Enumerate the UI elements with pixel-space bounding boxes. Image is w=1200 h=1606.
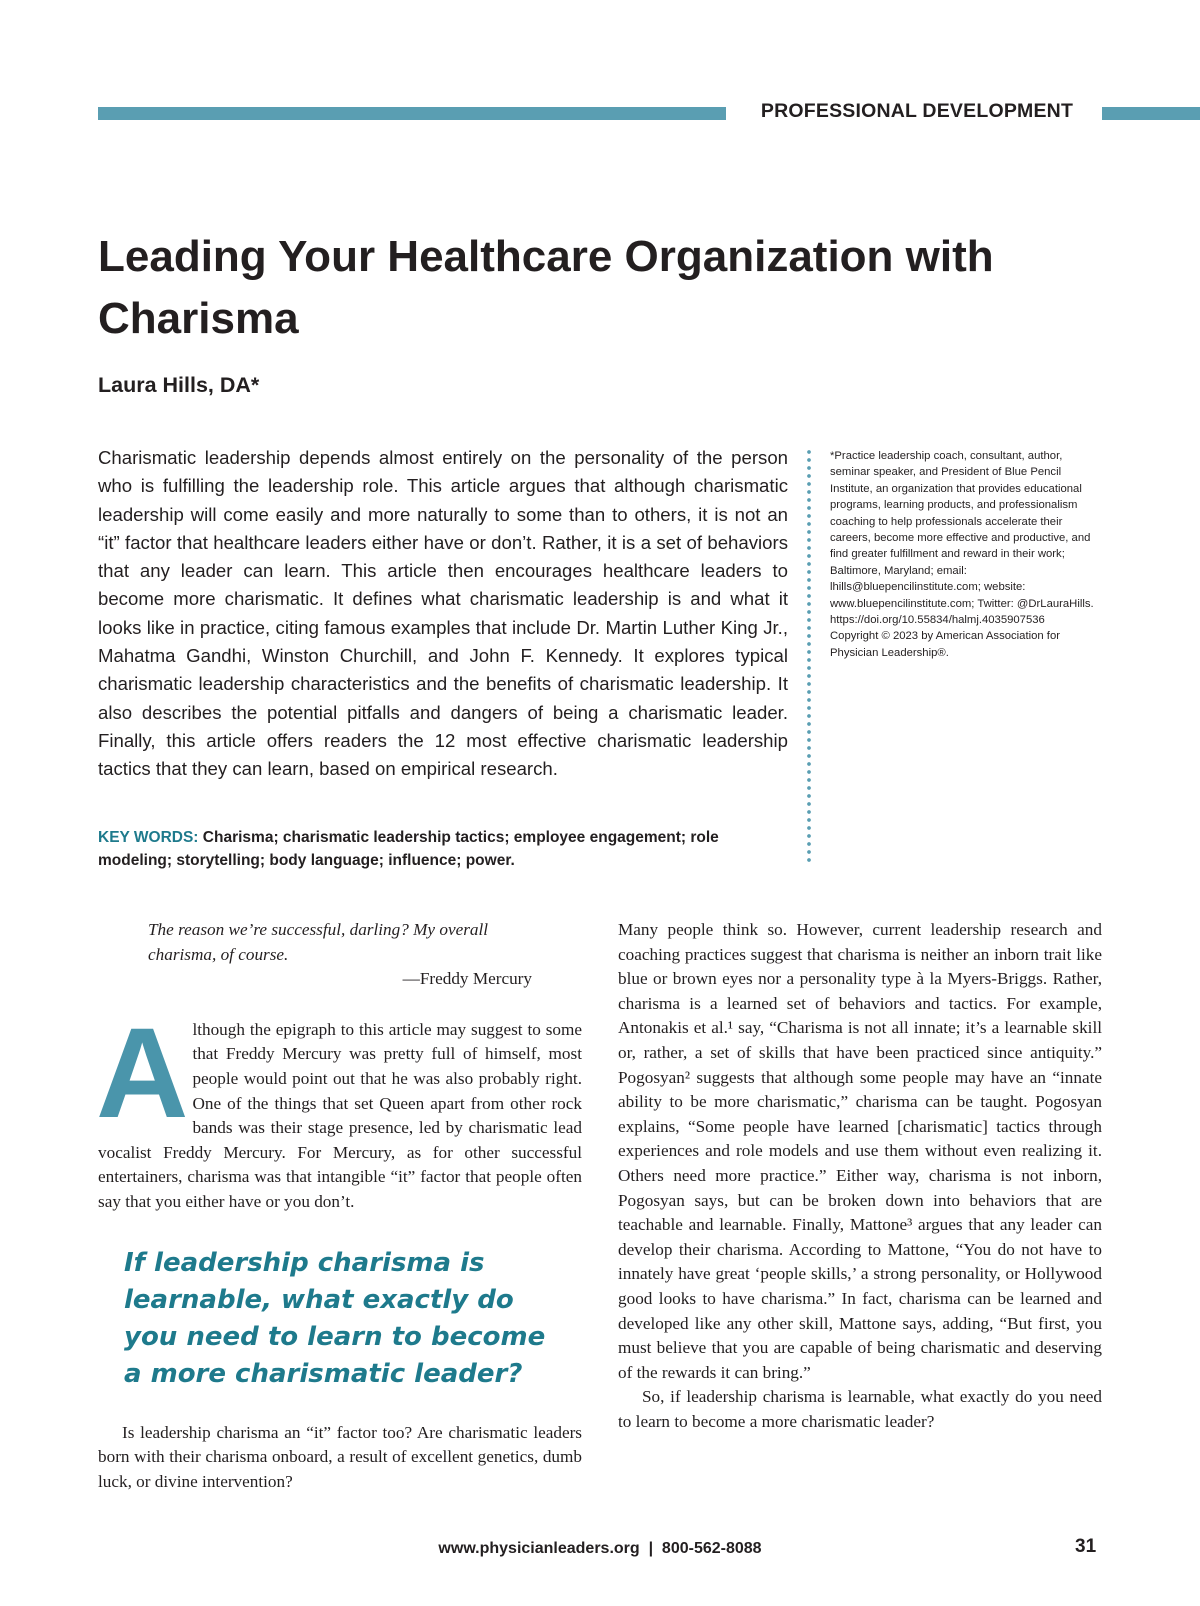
header-rule-left	[98, 107, 726, 120]
epigraph-attribution: —Freddy Mercury	[402, 969, 532, 989]
article-title: Leading Your Healthcare Organization with Charisma	[98, 232, 994, 343]
dotted-divider	[807, 448, 811, 866]
intro-text: lthough the epigraph to this article may suggest to some that Freddy Mercury was pretty full of himself, most people would point out that he was also probably right. One of the things that set Queen apart from other rock bands was their stage presence, led by charismatic lead vocalist Freddy Mercury. For Mercury, as for other successful entertainers, charisma was that intangible “it” factor that people often say that you either have or you don’t.	[98, 1019, 582, 1211]
author-note: *Practice leadership coach, consultant, author, seminar speaker, and President of Blue Pencil Institute, an organization that provides educational programs, learning products, and professionalism coaching to help professionals accelerate their careers, become more effective and productive, and find greater fulfillment and reward in their work; Baltimore, Maryland; email: lhills@bluepencilinstitute.com; website: www.bluepencilinstitute.com; Twitter: @DrLauraHills.	[830, 450, 1094, 610]
intro-paragraph	[96, 1001, 582, 1215]
body-column-left	[98, 918, 582, 1494]
body-column-right	[618, 918, 1102, 1434]
author-footnote	[830, 448, 1100, 661]
epigraph: The reason we’re successful, darling? My overall charisma, of course.	[148, 920, 489, 964]
abstract: Charismatic leadership depends almost entirely on the personality of the person who is fulfilling the leadership role. This article argues that although charismatic leadership will come easily and more naturally to some than to others, it is not an “it” factor that healthcare leaders either have or don’t. Rather, it is a set of behaviors that any leader can learn. This article then encourages healthcare leaders to become more charismatic. It defines what charismatic leadership is and what it looks like in practice, citing famous examples that include Dr. Martin Luther King Jr., Mahatma Gandhi, Winston Churchill, and John F. Kennedy. It explores typical charismatic leadership characteristics and the benefits of charismatic leadership. It also describes the potential pitfalls and dangers of being a charismatic leader. Finally, this article offers readers the 12 most effective charismatic leadership tactics that they can learn, based on empirical research.	[98, 447, 788, 780]
pull-quote: If leadership charisma is learnable, what exactly do you need to learn to become a more charismatic leader?	[124, 1247, 546, 1389]
header-rule-right	[1102, 107, 1200, 120]
body-paragraph: Many people think so. However, current leadership research and coaching practices suggest that charisma is neither an inborn trait like blue or brown eyes nor a personality type à la Myers-Briggs. Rather, charisma is a learned set of behaviors and tactics. For example, Antonakis et al.¹ say, “Charisma is not all innate; it’s a learnable skill or, rather, a set of skills that have been practiced since antiquity.” Pogosyan² suggests that although some people may have an “innate ability to be more charismatic,” charisma can be taught. Pogosyan explains, “Some people have learned [charismatic] tactics through experiences and role models and use them without even realizing it. Others need more practice.” Either way, charisma is not inborn, Pogosyan says, but can be broken down into behaviors that are teachable and learnable. Finally, Mattone³ argues that any leader can develop their charisma. According to Mattone, “You do not have to innately have great ‘people skills,’ a strong personality, or Hollywood good looks to have charisma.” In fact, charisma can be learned and developed like any other skill, Mattone says, adding, “But first, you must believe that you are capable of being charismatic and deserving of the rewards it can bring.”	[618, 920, 1102, 1382]
body-paragraph: Is leadership charisma an “it” factor too? Are charismatic leaders born with their charisma onboard, a result of excellent genetics, dumb luck, or divine intervention?	[98, 1422, 582, 1491]
article-author: Laura Hills, DA*	[98, 373, 260, 397]
drop-cap: A	[96, 1001, 189, 1145]
page-number: 31	[1075, 1536, 1097, 1557]
footer-contact: www.physicianleaders.org | 800-562-8088	[438, 1540, 762, 1557]
keywords	[98, 827, 788, 872]
section-label: PROFESSIONAL DEVELOPMENT	[760, 100, 1074, 122]
copyright: Copyright © 2023 by American Association for Physician Leadership®.	[830, 630, 1060, 659]
doi-link[interactable]: https://doi.org/10.55834/halmj.4035907536	[830, 614, 1045, 627]
keywords-text: Charisma; charismatic leadership tactics; employee engagement; role modeling; storytelling; body language; influence; power.	[98, 829, 719, 869]
keywords-label: KEY WORDS:	[98, 829, 199, 846]
body-paragraph: So, if leadership charisma is learnable, what exactly do you need to learn to become a more charismatic leader?	[618, 1387, 1102, 1431]
